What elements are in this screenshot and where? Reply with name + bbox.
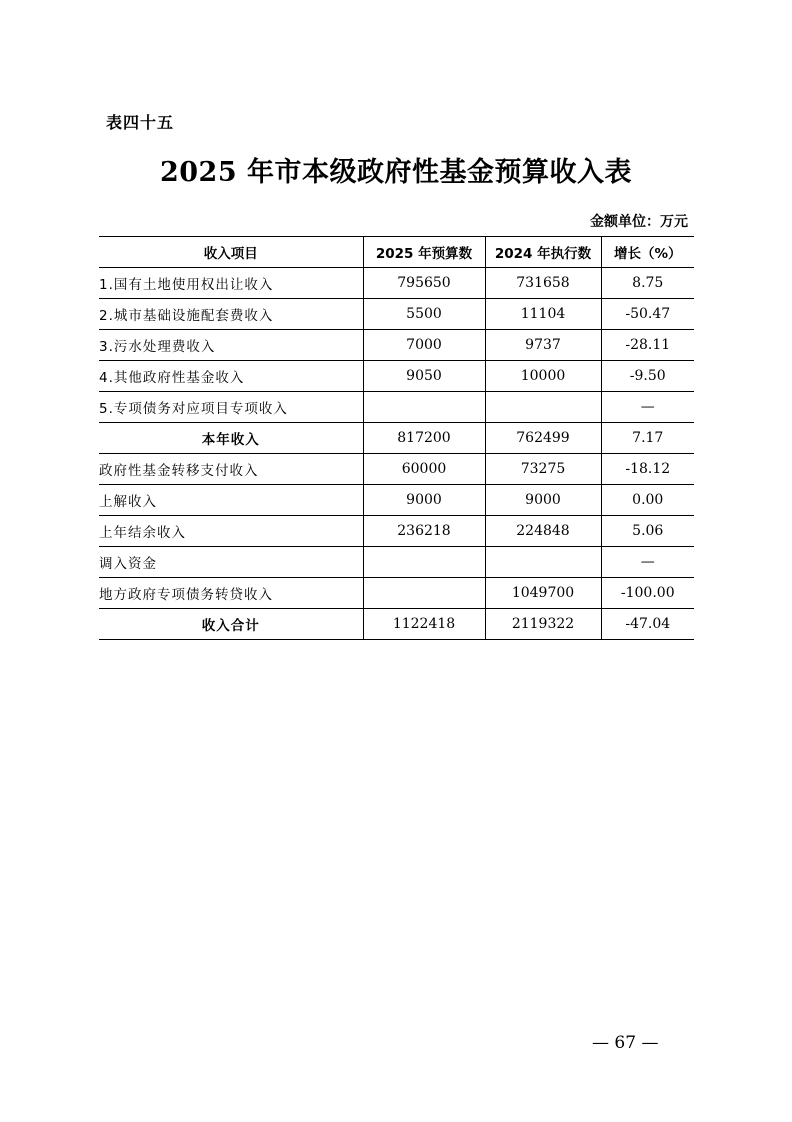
row-actual-2024: 9000: [485, 485, 601, 516]
table-row: [99, 547, 694, 578]
row-item-name: 本年收入: [99, 423, 363, 454]
page-number: — 67 —: [592, 1033, 659, 1053]
row-item-name: 调入资金: [99, 547, 363, 578]
row-growth: -18.12: [601, 454, 694, 485]
table-row: [99, 454, 694, 485]
row-item-name: 1.国有土地使用权出让收入: [99, 268, 363, 299]
row-item-name: 收入合计: [99, 609, 363, 640]
row-actual-2024: 10000: [485, 361, 601, 392]
row-actual-2024: 73275: [485, 454, 601, 485]
row-actual-2024: 224848: [485, 516, 601, 547]
row-budget-2025: 9050: [363, 361, 485, 392]
row-growth: -100.00: [601, 578, 694, 609]
row-growth: -9.50: [601, 361, 694, 392]
table-row: [99, 485, 694, 516]
row-growth: 5.06: [601, 516, 694, 547]
column-header-item: 收入项目: [99, 237, 363, 268]
row-actual-2024: 9737: [485, 330, 601, 361]
table-row: [99, 330, 694, 361]
row-growth: -50.47: [601, 299, 694, 330]
row-budget-2025: 9000: [363, 485, 485, 516]
row-item-name: 上年结余收入: [99, 516, 363, 547]
row-item-name: 4.其他政府性基金收入: [99, 361, 363, 392]
row-item-name: 上解收入: [99, 485, 363, 516]
row-actual-2024: 11104: [485, 299, 601, 330]
row-actual-2024: [485, 547, 601, 578]
unit-note: 金额单位：万元: [590, 214, 688, 230]
row-budget-2025: [363, 578, 485, 609]
table-row: [99, 299, 694, 330]
row-budget-2025: 7000: [363, 330, 485, 361]
table-label: 表四十五: [106, 113, 175, 132]
table-row: [99, 423, 694, 454]
row-item-name: 地方政府专项债务转贷收入: [99, 578, 363, 609]
row-growth: —: [601, 392, 694, 423]
row-growth: -28.11: [601, 330, 694, 361]
row-item-name: 政府性基金转移支付收入: [99, 454, 363, 485]
row-actual-2024: 2119322: [485, 609, 601, 640]
row-growth: 8.75: [601, 268, 694, 299]
row-budget-2025: 5500: [363, 299, 485, 330]
row-item-name: 5.专项债务对应项目专项收入: [99, 392, 363, 423]
row-actual-2024: 762499: [485, 423, 601, 454]
table-row: [99, 268, 694, 299]
row-budget-2025: 1122418: [363, 609, 485, 640]
column-header-growth: 增长（%）: [601, 237, 694, 268]
row-item-name: 2.城市基础设施配套费收入: [99, 299, 363, 330]
row-budget-2025: 60000: [363, 454, 485, 485]
table-row: [99, 578, 694, 609]
table-header-row: [99, 237, 694, 268]
row-budget-2025: 795650: [363, 268, 485, 299]
row-growth: —: [601, 547, 694, 578]
row-growth: 0.00: [601, 485, 694, 516]
column-header-budget-2025: 2025 年预算数: [363, 237, 485, 268]
row-growth: -47.04: [601, 609, 694, 640]
row-budget-2025: 236218: [363, 516, 485, 547]
row-growth: 7.17: [601, 423, 694, 454]
table-row: [99, 392, 694, 423]
column-header-actual-2024: 2024 年执行数: [485, 237, 601, 268]
row-actual-2024: [485, 392, 601, 423]
row-budget-2025: [363, 392, 485, 423]
table-row: [99, 609, 694, 640]
revenue-table: [99, 236, 694, 640]
document-title: 2025 年市本级政府性基金预算收入表: [159, 157, 633, 188]
row-budget-2025: [363, 547, 485, 578]
row-item-name: 3.污水处理费收入: [99, 330, 363, 361]
row-actual-2024: 1049700: [485, 578, 601, 609]
row-actual-2024: 731658: [485, 268, 601, 299]
row-budget-2025: 817200: [363, 423, 485, 454]
table-row: [99, 361, 694, 392]
table-row: [99, 516, 694, 547]
